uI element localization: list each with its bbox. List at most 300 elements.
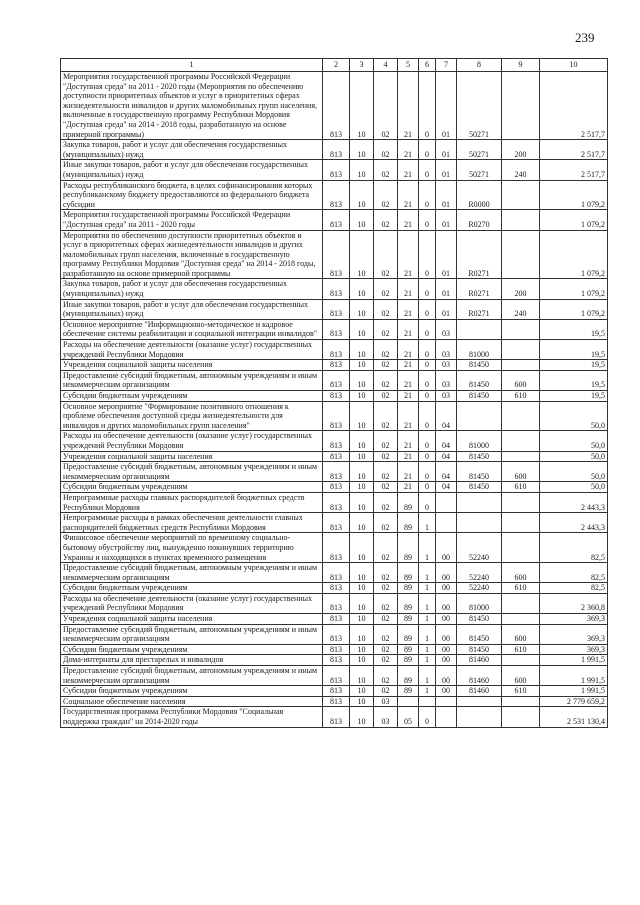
direction-code: R0271 (457, 230, 502, 279)
amount: 2 517,7 (540, 160, 608, 180)
table-row (61, 533, 608, 563)
event-code: 01 (436, 230, 457, 279)
row-description: Основное мероприятие "Информационно-методическое и кадровое обеспечение системы реабилитации и социальной интеграции инвалидов" (61, 319, 323, 339)
direction-code (457, 319, 502, 339)
subsection-code: 02 (374, 462, 398, 482)
direction-code (457, 513, 502, 533)
expense-type-code (502, 513, 540, 533)
column-header: 5 (398, 59, 419, 72)
subprogram-code: 0 (419, 160, 436, 180)
subsection-code: 02 (374, 401, 398, 431)
subsection-code: 02 (374, 431, 398, 451)
table-row (61, 707, 608, 727)
section-code: 10 (350, 686, 374, 697)
subprogram-code: 0 (419, 180, 436, 210)
section-code: 10 (350, 210, 374, 230)
table-row (61, 644, 608, 655)
event-code: 04 (436, 451, 457, 462)
expense-type-code: 610 (502, 391, 540, 402)
amount: 82,5 (540, 583, 608, 594)
event-code: 03 (436, 391, 457, 402)
subprogram-code: 1 (419, 666, 436, 686)
table-row (61, 492, 608, 512)
direction-code: 81450 (457, 360, 502, 371)
page-number: 239 (575, 30, 595, 45)
expense-type-code (502, 210, 540, 230)
program-code: 21 (398, 401, 419, 431)
ministry-code: 813 (323, 391, 350, 402)
subsection-code: 02 (374, 593, 398, 613)
subprogram-code: 0 (419, 370, 436, 390)
program-code: 21 (398, 319, 419, 339)
amount: 1 991,5 (540, 666, 608, 686)
ministry-code: 813 (323, 140, 350, 160)
amount: 369,3 (540, 644, 608, 655)
section-code: 10 (350, 707, 374, 727)
expense-type-code: 600 (502, 462, 540, 482)
section-code: 10 (350, 451, 374, 462)
ministry-code: 813 (323, 655, 350, 666)
subprogram-code: 0 (419, 72, 436, 140)
program-code: 89 (398, 686, 419, 697)
program-code: 89 (398, 593, 419, 613)
table-row (61, 686, 608, 697)
direction-code: 52240 (457, 533, 502, 563)
program-code: 89 (398, 614, 419, 625)
expense-type-code (502, 655, 540, 666)
expense-type-code (502, 319, 540, 339)
event-code: 03 (436, 319, 457, 339)
ministry-code: 813 (323, 360, 350, 371)
ministry-code: 813 (323, 370, 350, 390)
amount: 19,5 (540, 319, 608, 339)
event-code: 00 (436, 644, 457, 655)
table-row (61, 370, 608, 390)
subprogram-code: 0 (419, 391, 436, 402)
ministry-code: 813 (323, 624, 350, 644)
program-code: 89 (398, 624, 419, 644)
ministry-code: 813 (323, 160, 350, 180)
amount: 1 079,2 (540, 299, 608, 319)
amount: 2 517,7 (540, 72, 608, 140)
event-code: 03 (436, 370, 457, 390)
subprogram-code: 0 (419, 140, 436, 160)
table-row (61, 593, 608, 613)
subsection-code: 02 (374, 210, 398, 230)
subsection-code: 02 (374, 72, 398, 140)
expense-type-code: 610 (502, 583, 540, 594)
event-code: 01 (436, 140, 457, 160)
subprogram-code: 0 (419, 492, 436, 512)
row-description: Учреждения социальной защиты населения (61, 360, 323, 371)
amount: 369,3 (540, 614, 608, 625)
event-code: 04 (436, 482, 457, 493)
table-row (61, 431, 608, 451)
program-code: 89 (398, 655, 419, 666)
section-code: 10 (350, 391, 374, 402)
subsection-code: 02 (374, 299, 398, 319)
ministry-code: 813 (323, 431, 350, 451)
event-code: 01 (436, 180, 457, 210)
section-code: 10 (350, 583, 374, 594)
subsection-code: 03 (374, 696, 398, 707)
subprogram-code: 1 (419, 583, 436, 594)
section-code: 10 (350, 279, 374, 299)
section-code: 10 (350, 644, 374, 655)
program-code: 21 (398, 360, 419, 371)
subsection-code: 02 (374, 160, 398, 180)
event-code: 04 (436, 462, 457, 482)
event-code: 00 (436, 666, 457, 686)
row-description: Мероприятия государственной программы Российской Федерации "Доступная среда" на 2011 - 2020 годы (Мероприятия по обеспечению доступности приоритетных объектов и услуг в приоритетных сферах жизнедеятельности инвалидов и других маломобильных групп населения, включенные в государственную программу Республики Мордовия "Доступная среда" на 2014 - 2018 годы, разработанную на основе примерной программы) (61, 72, 323, 140)
table-row (61, 513, 608, 533)
table-row (61, 451, 608, 462)
expense-type-code (502, 72, 540, 140)
subsection-code: 02 (374, 614, 398, 625)
event-code: 04 (436, 431, 457, 451)
subsection-code: 02 (374, 533, 398, 563)
row-description: Расходы на обеспечение деятельности (оказание услуг) государственных учреждений Республики Мордовия (61, 340, 323, 360)
subprogram-code: 1 (419, 686, 436, 697)
section-code: 10 (350, 462, 374, 482)
amount: 2 517,7 (540, 140, 608, 160)
subprogram-code: 0 (419, 707, 436, 727)
expense-type-code (502, 614, 540, 625)
row-description: Расходы на обеспечение деятельности (оказание услуг) государственных учреждений Республики Мордовия (61, 593, 323, 613)
amount: 369,3 (540, 624, 608, 644)
amount: 2 443,3 (540, 492, 608, 512)
direction-code: 81450 (457, 462, 502, 482)
amount: 19,5 (540, 360, 608, 371)
row-description: Непрограммные расходы главных распорядителей бюджетных средств Республики Мордовия (61, 492, 323, 512)
direction-code: 52240 (457, 563, 502, 583)
row-description: Предоставление субсидий бюджетным, автономным учреждениям и иным некоммерческим организациям (61, 462, 323, 482)
subsection-code: 03 (374, 707, 398, 727)
row-description: Расходы на обеспечение деятельности (оказание услуг) государственных учреждений Республики Мордовия (61, 431, 323, 451)
direction-code: 81450 (457, 451, 502, 462)
section-code: 10 (350, 655, 374, 666)
ministry-code: 813 (323, 319, 350, 339)
expense-type-code: 600 (502, 624, 540, 644)
amount: 19,5 (540, 391, 608, 402)
direction-code: 50271 (457, 72, 502, 140)
ministry-code: 813 (323, 340, 350, 360)
column-header: 6 (419, 59, 436, 72)
row-description: Основное мероприятие "Формирование позитивного отношения к проблеме обеспечения доступной среды жизнедеятельности для инвалидов и других маломобильных групп населения" (61, 401, 323, 431)
program-code: 89 (398, 533, 419, 563)
subsection-code: 02 (374, 563, 398, 583)
amount: 82,5 (540, 533, 608, 563)
expense-type-code (502, 707, 540, 727)
program-code (398, 696, 419, 707)
row-description: Субсидии бюджетным учреждениям (61, 644, 323, 655)
direction-code (457, 696, 502, 707)
table-row (61, 655, 608, 666)
ministry-code: 813 (323, 299, 350, 319)
section-code: 10 (350, 140, 374, 160)
program-code: 05 (398, 707, 419, 727)
subprogram-code: 1 (419, 593, 436, 613)
ministry-code: 813 (323, 451, 350, 462)
event-code (436, 696, 457, 707)
section-code: 10 (350, 563, 374, 583)
column-header: 1 (61, 59, 323, 72)
subsection-code: 02 (374, 666, 398, 686)
direction-code: 81460 (457, 666, 502, 686)
expense-type-code (502, 533, 540, 563)
program-code: 89 (398, 666, 419, 686)
direction-code: R0271 (457, 299, 502, 319)
section-code: 10 (350, 160, 374, 180)
ministry-code: 813 (323, 696, 350, 707)
expense-type-code (502, 451, 540, 462)
table-row (61, 279, 608, 299)
event-code: 00 (436, 593, 457, 613)
subprogram-code: 0 (419, 462, 436, 482)
direction-code (457, 492, 502, 512)
expense-type-code: 200 (502, 279, 540, 299)
row-description: Предоставление субсидий бюджетным, автономным учреждениям и иным некоммерческим организациям (61, 370, 323, 390)
amount: 1 079,2 (540, 180, 608, 210)
ministry-code: 813 (323, 230, 350, 279)
section-code: 10 (350, 492, 374, 512)
table-row (61, 614, 608, 625)
expense-type-code (502, 360, 540, 371)
row-description: Мероприятия по обеспечению доступности приоритетных объектов и услуг в приоритетных сферах жизнедеятельности инвалидов и других маломобильных групп населения, включенные в государственную программу Республики Мордовия "Доступная среда" на 2014 - 2018 годы, разработанную на основе примерной программы (61, 230, 323, 279)
subsection-code: 02 (374, 492, 398, 512)
event-code: 01 (436, 299, 457, 319)
section-code: 10 (350, 482, 374, 493)
amount: 50,0 (540, 482, 608, 493)
row-description: Иные закупки товаров, работ и услуг для обеспечения государственных (муниципальных) нужд (61, 160, 323, 180)
program-code: 21 (398, 462, 419, 482)
subsection-code: 02 (374, 644, 398, 655)
table-row (61, 72, 608, 140)
budget-table (60, 58, 608, 728)
table-row (61, 391, 608, 402)
direction-code: 50271 (457, 160, 502, 180)
section-code: 10 (350, 360, 374, 371)
event-code: 01 (436, 279, 457, 299)
section-code: 10 (350, 401, 374, 431)
direction-code: 81000 (457, 593, 502, 613)
subprogram-code: 1 (419, 533, 436, 563)
event-code: 00 (436, 624, 457, 644)
table-row (61, 583, 608, 594)
expense-type-code (502, 180, 540, 210)
event-code: 00 (436, 655, 457, 666)
section-code: 10 (350, 370, 374, 390)
program-code: 21 (398, 72, 419, 140)
program-code: 21 (398, 160, 419, 180)
subprogram-code (419, 696, 436, 707)
event-code: 01 (436, 160, 457, 180)
amount: 2 443,3 (540, 513, 608, 533)
section-code: 10 (350, 340, 374, 360)
direction-code (457, 401, 502, 431)
program-code: 89 (398, 583, 419, 594)
direction-code (457, 707, 502, 727)
subsection-code: 02 (374, 513, 398, 533)
row-description: Непрограммные расходы в рамках обеспечения деятельности главных распорядителей бюджетных средств Республики Мордовия (61, 513, 323, 533)
column-header: 7 (436, 59, 457, 72)
column-header: 4 (374, 59, 398, 72)
event-code: 03 (436, 340, 457, 360)
subprogram-code: 0 (419, 279, 436, 299)
subsection-code: 02 (374, 230, 398, 279)
subprogram-code: 0 (419, 482, 436, 493)
subprogram-code: 1 (419, 563, 436, 583)
program-code: 21 (398, 279, 419, 299)
event-code: 04 (436, 401, 457, 431)
section-code: 10 (350, 593, 374, 613)
subsection-code: 02 (374, 583, 398, 594)
amount: 19,5 (540, 370, 608, 390)
direction-code: R0000 (457, 180, 502, 210)
ministry-code: 813 (323, 563, 350, 583)
subprogram-code: 1 (419, 513, 436, 533)
event-code: 00 (436, 583, 457, 594)
program-code: 21 (398, 299, 419, 319)
program-code: 21 (398, 230, 419, 279)
subprogram-code: 1 (419, 644, 436, 655)
table-row (61, 140, 608, 160)
event-code: 01 (436, 210, 457, 230)
ministry-code: 813 (323, 533, 350, 563)
row-description: Иные закупки товаров, работ и услуг для обеспечения государственных (муниципальных) нужд (61, 299, 323, 319)
section-code: 10 (350, 533, 374, 563)
amount: 1 079,2 (540, 210, 608, 230)
section-code: 10 (350, 72, 374, 140)
table-row (61, 401, 608, 431)
table-row (61, 482, 608, 493)
column-header: 8 (457, 59, 502, 72)
expense-type-code: 610 (502, 482, 540, 493)
direction-code: 81450 (457, 644, 502, 655)
ministry-code: 813 (323, 666, 350, 686)
event-code (436, 492, 457, 512)
subsection-code: 02 (374, 482, 398, 493)
expense-type-code: 610 (502, 686, 540, 697)
direction-code: 81450 (457, 624, 502, 644)
subsection-code: 02 (374, 140, 398, 160)
direction-code: 81000 (457, 340, 502, 360)
direction-code: 81450 (457, 614, 502, 625)
program-code: 21 (398, 340, 419, 360)
table-row (61, 696, 608, 707)
expense-type-code (502, 230, 540, 279)
subprogram-code: 0 (419, 431, 436, 451)
subprogram-code: 0 (419, 401, 436, 431)
program-code: 21 (398, 451, 419, 462)
expense-type-code (502, 492, 540, 512)
row-description: Субсидии бюджетным учреждениям (61, 391, 323, 402)
subsection-code: 02 (374, 624, 398, 644)
ministry-code: 813 (323, 583, 350, 594)
expense-type-code: 200 (502, 140, 540, 160)
expense-type-code (502, 431, 540, 451)
direction-code: 81450 (457, 370, 502, 390)
ministry-code: 813 (323, 707, 350, 727)
subprogram-code: 0 (419, 340, 436, 360)
table-row (61, 180, 608, 210)
program-code: 21 (398, 370, 419, 390)
row-description: Закупка товаров, работ и услуг для обеспечения государственных (муниципальных) нужд (61, 279, 323, 299)
event-code: 01 (436, 72, 457, 140)
ministry-code: 813 (323, 593, 350, 613)
amount: 19,5 (540, 340, 608, 360)
subsection-code: 02 (374, 279, 398, 299)
subsection-code: 02 (374, 391, 398, 402)
column-number-row (61, 59, 608, 72)
row-description: Финансовое обеспечение мероприятий по временному социально-бытовому обустройству лиц, вынужденно покинувших территорию Украины и находящихся в пунктах временного размещения (61, 533, 323, 563)
program-code: 21 (398, 482, 419, 493)
table-row (61, 462, 608, 482)
program-code: 21 (398, 391, 419, 402)
direction-code: 81450 (457, 482, 502, 493)
subsection-code: 02 (374, 319, 398, 339)
section-code: 10 (350, 614, 374, 625)
program-code: 89 (398, 513, 419, 533)
subprogram-code: 1 (419, 624, 436, 644)
row-description: Предоставление субсидий бюджетным, автономным учреждениям и иным некоммерческим организациям (61, 624, 323, 644)
table-row (61, 624, 608, 644)
amount: 50,0 (540, 431, 608, 451)
amount: 1 079,2 (540, 230, 608, 279)
subprogram-code: 1 (419, 655, 436, 666)
expense-type-code: 610 (502, 644, 540, 655)
column-header: 9 (502, 59, 540, 72)
subsection-code: 02 (374, 686, 398, 697)
column-header: 10 (540, 59, 608, 72)
expense-type-code: 240 (502, 299, 540, 319)
amount: 1 991,5 (540, 655, 608, 666)
column-header: 3 (350, 59, 374, 72)
ministry-code: 813 (323, 513, 350, 533)
expense-type-code (502, 696, 540, 707)
direction-code: 52240 (457, 583, 502, 594)
subprogram-code: 0 (419, 319, 436, 339)
table-row (61, 340, 608, 360)
subprogram-code: 0 (419, 451, 436, 462)
ministry-code: 813 (323, 686, 350, 697)
section-code: 10 (350, 431, 374, 451)
row-description: Предоставление субсидий бюджетным, автономным учреждениям и иным некоммерческим организациям (61, 666, 323, 686)
subprogram-code: 0 (419, 299, 436, 319)
row-description: Предоставление субсидий бюджетным, автономным учреждениям и иным некоммерческим организациям (61, 563, 323, 583)
event-code: 03 (436, 360, 457, 371)
program-code: 89 (398, 492, 419, 512)
row-description: Расходы республиканского бюджета, в целях софинансирования которых республиканскому бюджету предоставляются из федерального бюджета субсидии (61, 180, 323, 210)
row-description: Государственная программа Республики Мордовия "Социальная поддержка граждан" на 2014-2020 годы (61, 707, 323, 727)
expense-type-code: 600 (502, 666, 540, 686)
event-code: 00 (436, 686, 457, 697)
row-description: Учреждения социальной защиты населения (61, 451, 323, 462)
amount: 2 779 659,2 (540, 696, 608, 707)
row-description: Закупка товаров, работ и услуг для обеспечения государственных (муниципальных) нужд (61, 140, 323, 160)
direction-code: 81460 (457, 655, 502, 666)
amount: 50,0 (540, 401, 608, 431)
program-code: 21 (398, 140, 419, 160)
expense-type-code: 240 (502, 160, 540, 180)
event-code: 00 (436, 563, 457, 583)
ministry-code: 813 (323, 482, 350, 493)
amount: 2 531 130,4 (540, 707, 608, 727)
section-code: 10 (350, 299, 374, 319)
direction-code: 50271 (457, 140, 502, 160)
table-row (61, 666, 608, 686)
ministry-code: 813 (323, 492, 350, 512)
